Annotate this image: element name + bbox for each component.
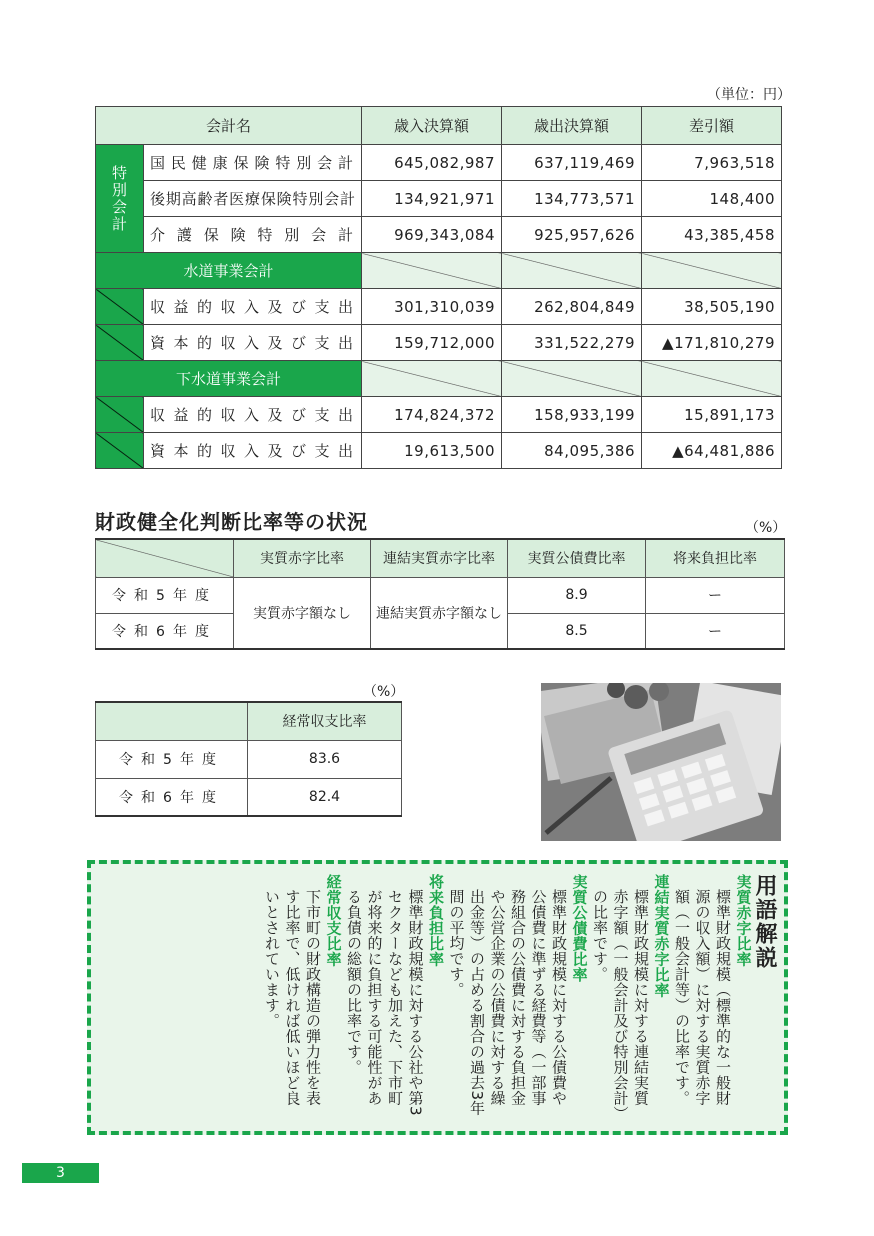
glossary-term: 将来負担比率 [427,874,445,967]
future-value: ー [646,577,785,613]
table-row [96,397,782,433]
corner-cell [96,702,248,740]
glossary-content [101,874,777,1121]
glossary-definition: 下市町の財政構造の弾力性を表す比率で、低ければ低いほど良いとされています。 [263,889,322,1106]
settlement-header-row [96,107,782,145]
consolidated-value: 連結実質赤字額なし [371,577,508,649]
revenue-cell: 645,082,987 [362,145,502,181]
expenditure-cell: 134,773,571 [502,181,642,217]
empty-cell [502,361,642,397]
revenue-cell: 301,310,039 [362,289,502,325]
expenditure-cell: 331,522,279 [502,325,642,361]
account-name: 後期高齢者医療保険特別会計 [144,181,362,217]
slash-cell [96,325,144,361]
account-name: 介護保険特別会計 [144,217,362,253]
header-debt-ratio: 実質公債費比率 [508,539,646,577]
empty-cell [642,253,782,289]
ordinary-header-row [96,702,402,740]
account-name: 資本的収入及び支出 [144,325,362,361]
ratio-table [95,538,785,650]
expenditure-cell: 637,119,469 [502,145,642,181]
difference-cell: ▲171,810,279 [642,325,782,361]
settlement-table [95,106,782,469]
account-name: 資本的収入及び支出 [144,433,362,469]
difference-cell: 7,963,518 [642,145,782,181]
table-row [96,577,785,613]
revenue-cell: 159,712,000 [362,325,502,361]
glossary-term: 連結実質赤字比率 [652,874,671,998]
ratios-unit: （%） [745,520,787,536]
page-number: 3 [22,1163,99,1183]
header-revenue: 歳入決算額 [362,107,502,145]
header-ordinary-ratio: 経常収支比率 [248,702,402,740]
difference-cell: 38,505,190 [642,289,782,325]
slash-cell [96,289,144,325]
expenditure-cell: 158,933,199 [502,397,642,433]
table-row [96,433,782,469]
glossary-term: 実質赤字比率 [734,874,753,967]
glossary-term: 経常収支比率 [324,874,343,967]
debt-value: 8.5 [508,613,646,649]
future-value: ー [646,613,785,649]
table-row [96,145,782,181]
account-name: 国民健康保険特別会計 [144,145,362,181]
water-account-label: 水道事業会計 [96,253,362,289]
empty-cell [362,361,502,397]
revenue-cell: 134,921,971 [362,181,502,217]
difference-cell: ▲64,481,886 [642,433,782,469]
account-name: 収益的収入及び支出 [144,289,362,325]
table-row [96,289,782,325]
revenue-cell: 969,343,084 [362,217,502,253]
ordinary-unit: （%） [363,684,405,700]
empty-cell [642,361,782,397]
corner-cell [96,539,234,577]
ordinary-value: 82.4 [248,778,402,816]
difference-cell: 15,891,173 [642,397,782,433]
glossary-definition: 標準財政規模に対する公債費や公債費に準ずる経費等（一部事務組合の公債費に対する負担金や公営企業の公債費に対する繰出金等）の占める割合の過去3年間の平均です。 [447,889,568,1117]
year-label: 令和6年度 [96,613,234,649]
ordinary-ratio-table [95,701,402,817]
sewer-account-label: 下水道事業会計 [96,361,362,397]
table-row [96,325,782,361]
settlement-unit: （単位：円） [707,87,791,103]
sewer-section-row [96,361,782,397]
expenditure-cell: 84,095,386 [502,433,642,469]
slash-cell [96,397,144,433]
debt-value: 8.9 [508,577,646,613]
empty-cell [362,253,502,289]
year-label: 令和5年度 [96,740,248,778]
special-account-label: 特別会計 [96,145,144,253]
slash-cell [96,433,144,469]
year-label: 令和5年度 [96,577,234,613]
account-name: 収益的収入及び支出 [144,397,362,433]
header-future-burden-ratio: 将来負担比率 [646,539,785,577]
expenditure-cell: 262,804,849 [502,289,642,325]
ordinary-value: 83.6 [248,740,402,778]
header-difference: 差引額 [642,107,782,145]
section-title: 財政健全化判断比率等の状況 [95,510,368,534]
expenditure-cell: 925,957,626 [502,217,642,253]
table-row [96,740,402,778]
year-label: 令和6年度 [96,778,248,816]
header-deficit-ratio: 実質赤字比率 [234,539,371,577]
table-row [96,778,402,816]
glossary-box [87,860,788,1135]
glossary-definition: 標準財政規模に対する公社や第3セクターなども加えた、下市町が将来的に負担する可能性がある負債の総額の比率です。 [345,889,425,1117]
calculator-illustration [541,683,781,841]
glossary-definition: 標準財政規模（標準的な一般財源の収入額）に対する実質赤字額（一般会計等）の比率です。 [673,889,732,1106]
deficit-value: 実質赤字額なし [234,577,371,649]
water-section-row [96,253,782,289]
glossary-title: 用語解説 [752,874,777,970]
difference-cell: 148,400 [642,181,782,217]
header-expenditure: 歳出決算額 [502,107,642,145]
glossary-term: 実質公債費比率 [570,874,589,983]
table-row [96,181,782,217]
revenue-cell: 19,613,500 [362,433,502,469]
ratio-header-row [96,539,785,577]
header-account-name: 会計名 [96,107,362,145]
header-consolidated-ratio: 連結実質赤字比率 [371,539,508,577]
calculator-money-photo [541,683,781,841]
glossary-definition: 標準財政規模に対する連結実質赤字額（一般会計及び特別会計）の比率です。 [591,889,650,1114]
difference-cell: 43,385,458 [642,217,782,253]
table-row [96,217,782,253]
empty-cell [502,253,642,289]
revenue-cell: 174,824,372 [362,397,502,433]
